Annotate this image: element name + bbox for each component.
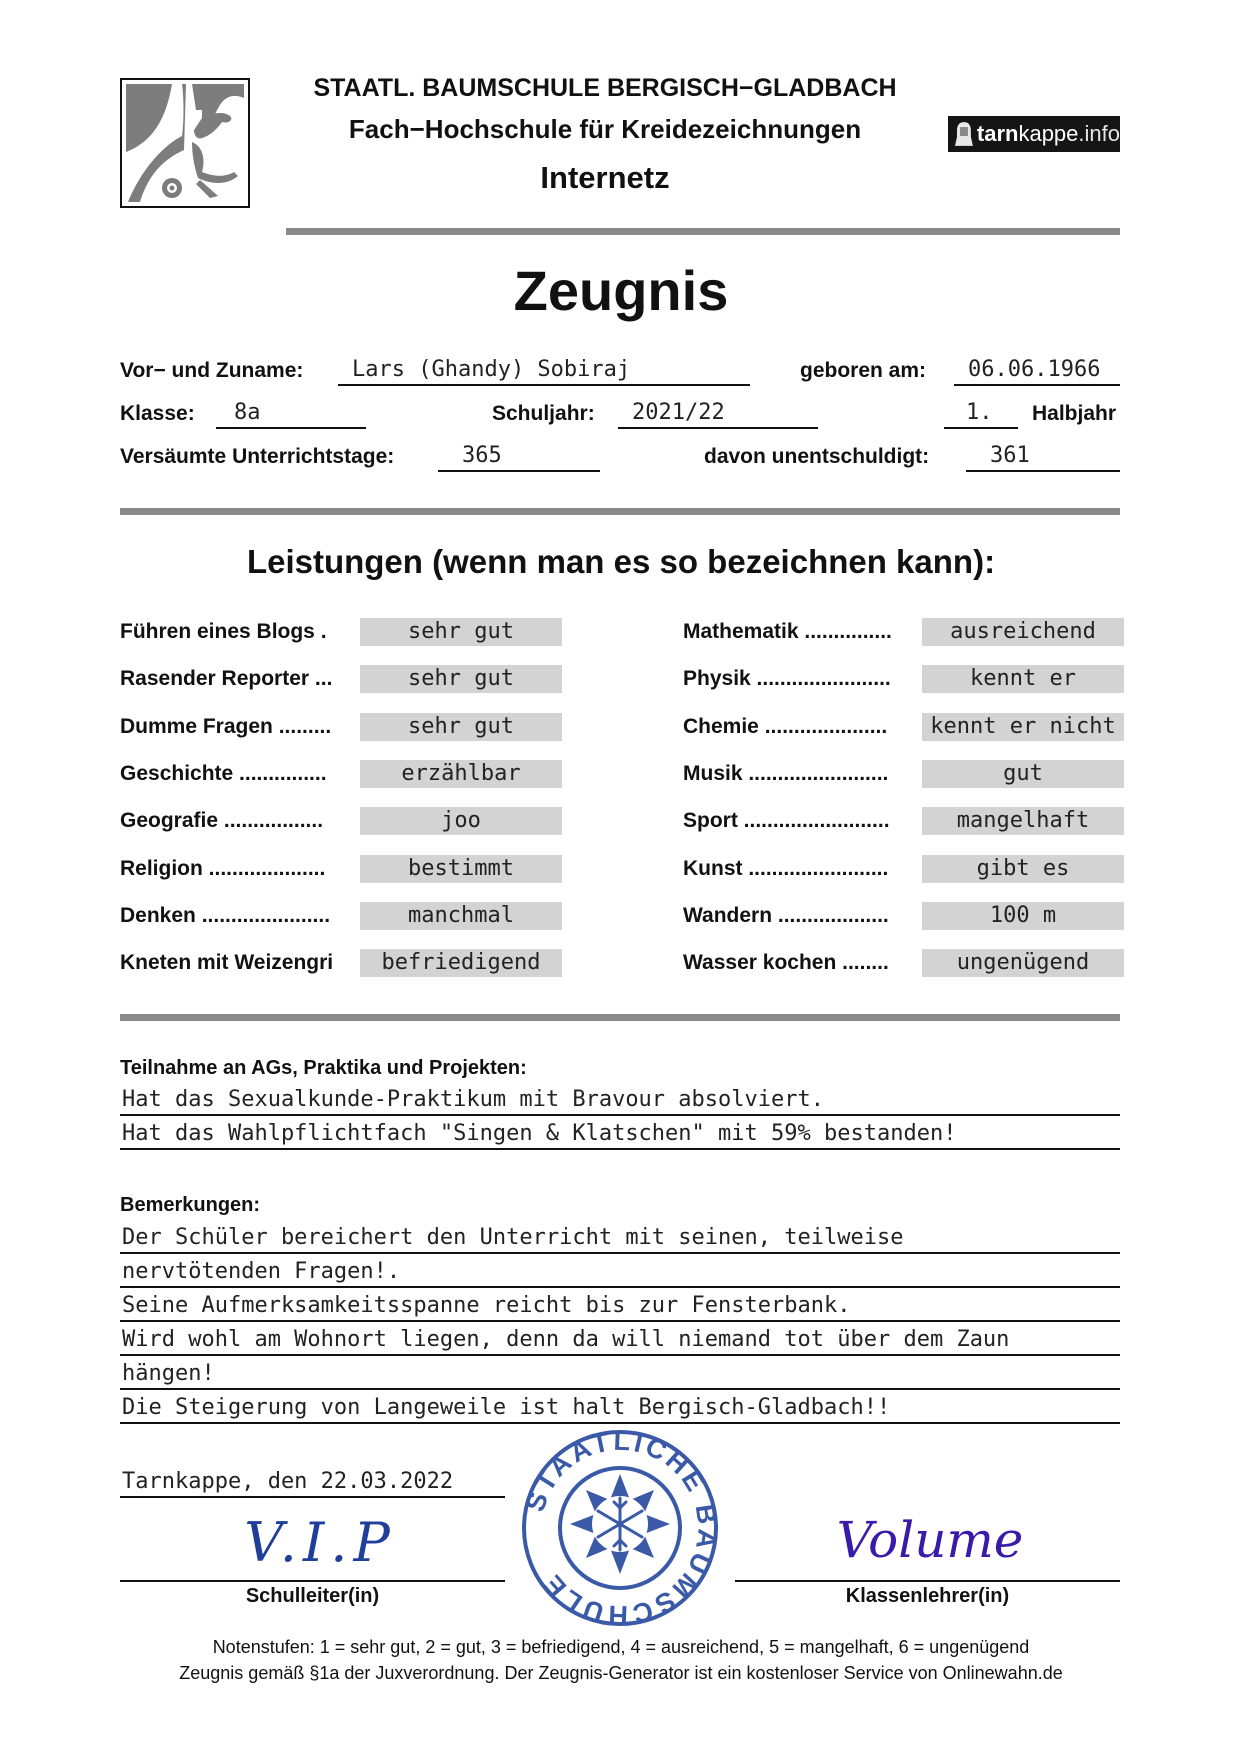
subject-label	[120, 949, 355, 977]
remark-line[interactable]: Die Steigerung von Langeweile ist halt Bergisch-Gladbach!!	[120, 1392, 1120, 1424]
subject-label	[120, 713, 355, 741]
subject-name: Sport .........................	[683, 809, 890, 832]
remark-line[interactable]: Wird wohl am Wohnort liegen, denn da will niemand tot über dem Zaun	[120, 1324, 1120, 1356]
brand-part1: tarn	[976, 121, 1019, 146]
subject-name: Chemie .....................	[683, 715, 888, 738]
subject-name: Wandern ...................	[683, 904, 889, 927]
grade-field[interactable]: befriedigend	[360, 949, 562, 977]
class-label: Klasse:	[120, 402, 195, 425]
place-date-field[interactable]: Tarnkappe, den 22.03.2022	[120, 1466, 505, 1498]
grade-field[interactable]: sehr gut	[360, 618, 562, 646]
subject-name: Führen eines Blogs .	[120, 620, 327, 643]
grade-field[interactable]: mangelhaft	[922, 807, 1124, 835]
teacher-signature: Volume	[836, 1511, 1024, 1569]
name-label: Vor− und Zuname:	[120, 359, 304, 382]
school-subtitle: Fach−Hochschule für Kreidezeichnungen	[348, 114, 862, 144]
stamp-text: STAATLICHE BAUMSCHULE	[520, 1428, 720, 1628]
grade-field[interactable]: sehr gut	[360, 713, 562, 741]
tarnkappe-logo[interactable]	[948, 116, 1120, 152]
school-year-label: Schuljahr:	[492, 402, 595, 425]
subject-name: Wasser kochen ........	[683, 951, 889, 974]
absent-days-label: Versäumte Unterrichtstage:	[120, 445, 395, 468]
school-stamp	[520, 1428, 720, 1628]
grade-scale-note: Notenstufen: 1 = sehr gut, 2 = gut, 3 = befriedigend, 4 = ausreichend, 5 = mangelhaft, 6 = ungenügend	[212, 1637, 1030, 1657]
subject-name: Geschichte ...............	[120, 762, 327, 785]
subject-label	[120, 855, 355, 883]
grade-field[interactable]: ungenügend	[922, 949, 1124, 977]
subject-name: Musik ........................	[683, 762, 889, 785]
subject-name: Rasender Reporter ...	[120, 667, 333, 690]
subject-label	[683, 855, 913, 883]
remark-line[interactable]: hängen!	[120, 1358, 1120, 1390]
grade-field[interactable]: kennt er	[922, 665, 1124, 693]
absent-days-field[interactable]: 365	[438, 442, 600, 472]
grade-field[interactable]: kennt er nicht	[922, 713, 1124, 741]
class-field[interactable]: 8a	[216, 399, 366, 429]
subject-name: Dumme Fragen .........	[120, 715, 332, 738]
grade-field[interactable]: gibt es	[922, 855, 1124, 883]
remark-line[interactable]: nervtötenden Fragen!.	[120, 1256, 1120, 1288]
section-divider	[120, 1014, 1120, 1021]
subject-label	[683, 949, 913, 977]
subject-label	[683, 665, 913, 693]
grade-field[interactable]: 100 m	[922, 902, 1124, 930]
principal-signature: V.I.P	[244, 1511, 396, 1574]
subject-label	[683, 618, 913, 646]
grade-field[interactable]: sehr gut	[360, 665, 562, 693]
birth-label: geboren am:	[800, 359, 927, 382]
brand-part2: kappe	[1018, 121, 1079, 146]
unexcused-label: davon unentschuldigt:	[704, 445, 930, 468]
birth-field[interactable]: 06.06.1966	[954, 356, 1120, 386]
remark-line[interactable]: Seine Aufmerksamkeitsspanne reicht bis zur Fensterbank.	[120, 1290, 1120, 1322]
teacher-signature-line	[735, 1580, 1120, 1582]
school-location: Internetz	[540, 160, 670, 195]
subject-label	[120, 807, 355, 835]
subject-label	[683, 807, 913, 835]
half-year-field[interactable]: 1.	[944, 399, 1018, 429]
snowflake-stamp-icon	[520, 1428, 720, 1628]
subject-name: Mathematik ...............	[683, 620, 892, 643]
grade-field[interactable]: ausreichend	[922, 618, 1124, 646]
subject-label	[120, 760, 355, 788]
subject-name: Religion ....................	[120, 857, 326, 880]
school-name: STAATL. BAUMSCHULE BERGISCH−GLADBACH	[313, 74, 897, 102]
subject-name: Geografie .................	[120, 809, 324, 832]
remarks-heading: Bemerkungen:	[120, 1194, 261, 1216]
name-field[interactable]: Lars (Ghandy) Sobiraj	[338, 356, 750, 386]
subject-name: Physik .......................	[683, 667, 891, 690]
section-divider	[120, 508, 1120, 515]
principal-label: Schulleiter(in)	[245, 1585, 380, 1607]
page-title: Zeugnis	[513, 259, 729, 322]
subject-name: Kneten mit Weizengri	[120, 951, 334, 974]
subject-label	[683, 760, 913, 788]
school-crest-logo	[120, 78, 250, 208]
activity-line[interactable]: Hat das Sexualkunde-Praktikum mit Bravour absolviert.	[120, 1084, 1120, 1116]
legal-note: Zeugnis gemäß §1a der Juxverordnung. Der Zeugnis-Generator ist ein kostenloser Service von Onlinewahn.de	[179, 1663, 1063, 1683]
remark-line[interactable]: Der Schüler bereichert den Unterricht mit seinen, teilweise	[120, 1222, 1120, 1254]
hooded-figure-icon	[954, 121, 974, 147]
grade-field[interactable]: manchmal	[360, 902, 562, 930]
crest-icon	[122, 80, 248, 206]
subject-name: Kunst ........................	[683, 857, 889, 880]
brand-part3: .info	[1078, 121, 1120, 146]
subject-label	[120, 618, 355, 646]
header-divider	[286, 228, 1120, 235]
unexcused-field[interactable]: 361	[966, 442, 1120, 472]
principal-signature-line	[120, 1580, 505, 1582]
subject-label	[683, 713, 913, 741]
subject-name: Denken ......................	[120, 904, 331, 927]
teacher-label: Klassenlehrer(in)	[845, 1585, 1010, 1607]
activity-line[interactable]: Hat das Wahlpflichtfach "Singen & Klatschen" mit 59% bestanden!	[120, 1118, 1120, 1150]
school-year-field[interactable]: 2021/22	[618, 399, 818, 429]
subject-label	[120, 665, 355, 693]
grade-field[interactable]: joo	[360, 807, 562, 835]
subject-label	[683, 902, 913, 930]
activities-heading: Teilnahme an AGs, Praktika und Projekten:	[120, 1057, 527, 1079]
subject-label	[120, 902, 355, 930]
grade-field[interactable]: bestimmt	[360, 855, 562, 883]
half-year-label: Halbjahr	[1032, 402, 1117, 425]
grades-heading: Leistungen (wenn man es so bezeichnen kann):	[246, 543, 996, 580]
grade-field[interactable]: gut	[922, 760, 1124, 788]
grade-field[interactable]: erzählbar	[360, 760, 562, 788]
